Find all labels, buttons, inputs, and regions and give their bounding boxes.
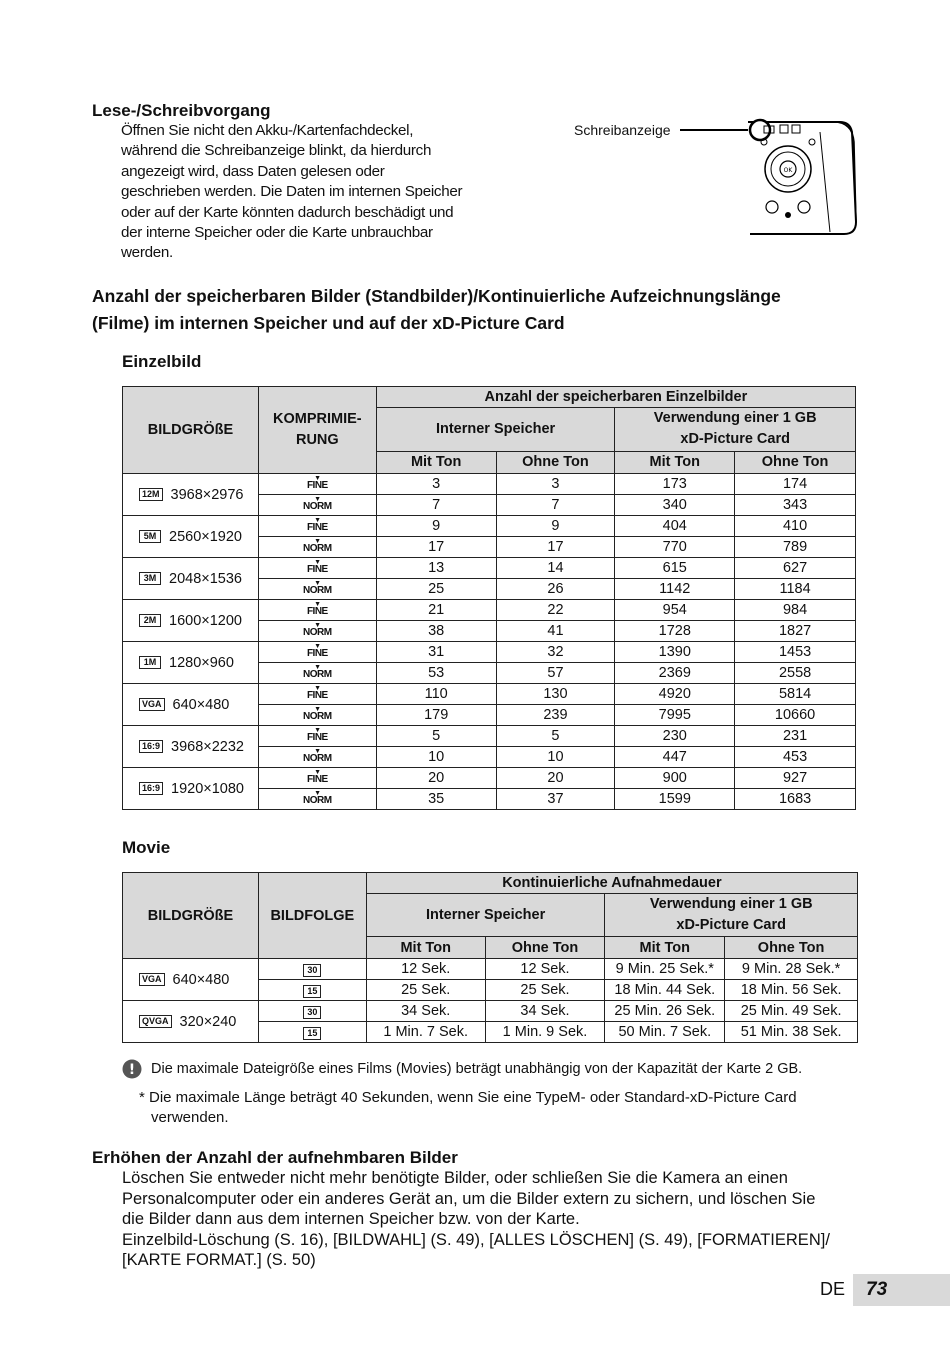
main-heading-line: (Filme) im internen Speicher und auf der xD-Picture Card bbox=[92, 313, 565, 333]
image-size-icon: 16:9 bbox=[139, 782, 163, 795]
text-line: Personalcomputer oder ein anderes Gerät an, um die Bilder extern zu sichern, und löschen Sie bbox=[122, 1189, 816, 1208]
compression-fine bbox=[258, 474, 376, 495]
value-cell: 984 bbox=[735, 600, 856, 621]
value-cell: 10 bbox=[376, 747, 496, 768]
compression-normal bbox=[258, 747, 376, 768]
table-row bbox=[123, 642, 856, 663]
value-cell: 37 bbox=[496, 789, 615, 810]
value-cell: 5 bbox=[376, 726, 496, 747]
value-cell: 53 bbox=[376, 663, 496, 684]
quality-icon: ▼ NORM bbox=[303, 664, 332, 680]
header-without-sound: Ohne Ton bbox=[485, 937, 605, 959]
size-cell bbox=[123, 684, 259, 726]
value-cell: 7 bbox=[496, 495, 615, 516]
value-cell: 453 bbox=[735, 747, 856, 768]
value-cell: 1683 bbox=[735, 789, 856, 810]
value-cell: 26 bbox=[496, 579, 615, 600]
value-cell: 340 bbox=[615, 495, 735, 516]
value-cell: 1599 bbox=[615, 789, 735, 810]
quality-icon: ▼ NORM bbox=[303, 790, 332, 806]
value-cell: 9 bbox=[376, 516, 496, 537]
frame-rate-icon: 30 bbox=[303, 1006, 321, 1019]
quality-icon: ▼ NORM bbox=[303, 706, 332, 722]
header-with-sound: Mit Ton bbox=[605, 937, 725, 959]
value-cell: 25 Min. 49 Sek. bbox=[725, 1001, 858, 1022]
value-cell: 17 bbox=[496, 537, 615, 558]
value-cell: 231 bbox=[735, 726, 856, 747]
footnote-line: verwenden. bbox=[151, 1109, 229, 1126]
value-cell: 9 bbox=[496, 516, 615, 537]
header-with-sound: Mit Ton bbox=[376, 451, 496, 473]
still-capacity-table bbox=[122, 386, 856, 810]
value-cell: 32 bbox=[496, 642, 615, 663]
header-duration: Kontinuierliche Aufnahmedauer bbox=[366, 873, 857, 894]
value-cell: 50 Min. 7 Sek. bbox=[605, 1022, 725, 1043]
value-cell: 110 bbox=[376, 684, 496, 705]
value-cell: 21 bbox=[376, 600, 496, 621]
header-card bbox=[615, 408, 856, 452]
value-cell: 770 bbox=[615, 537, 735, 558]
compression-fine bbox=[258, 600, 376, 621]
frame-rate-icon: 15 bbox=[303, 1027, 321, 1040]
table-row bbox=[123, 684, 856, 705]
value-cell: 343 bbox=[735, 495, 856, 516]
value-cell: 447 bbox=[615, 747, 735, 768]
value-cell: 12 Sek. bbox=[485, 959, 605, 980]
movie-section-title: Movie bbox=[122, 838, 171, 857]
value-cell: 57 bbox=[496, 663, 615, 684]
value-cell: 404 bbox=[615, 516, 735, 537]
warning-icon bbox=[122, 1059, 142, 1079]
quality-icon: ▼ FINE bbox=[306, 559, 328, 575]
value-cell: 17 bbox=[376, 537, 496, 558]
increase-paragraph bbox=[122, 1168, 830, 1271]
value-cell: 34 Sek. bbox=[485, 1001, 605, 1022]
value-cell: 5 bbox=[496, 726, 615, 747]
size-cell bbox=[123, 600, 259, 642]
header-card-line: xD-Picture Card bbox=[680, 431, 790, 448]
frame-rate-cell bbox=[258, 1001, 366, 1022]
table-row bbox=[123, 516, 856, 537]
image-size-icon: QVGA bbox=[139, 1015, 172, 1028]
text-line: angezeigt wird, dass Daten gelesen oder bbox=[121, 162, 385, 180]
header-internal: Interner Speicher bbox=[366, 894, 605, 937]
text-line: Einzelbild-Löschung (S. 16), [BILDWAHL] (S. 49), [ALLES LÖSCHEN] (S. 49), [FORMATIEREN]/ bbox=[122, 1230, 830, 1249]
compression-normal bbox=[258, 537, 376, 558]
value-cell: 25 bbox=[376, 579, 496, 600]
value-cell: 174 bbox=[735, 474, 856, 495]
value-cell: 1390 bbox=[615, 642, 735, 663]
size-value: 3968×2232 bbox=[171, 738, 244, 755]
table-row bbox=[123, 959, 858, 980]
size-cell bbox=[123, 474, 259, 516]
value-cell: 7 bbox=[376, 495, 496, 516]
size-value: 640×480 bbox=[172, 696, 230, 713]
movie-duration-table bbox=[122, 872, 858, 1043]
image-size-icon: 3M bbox=[139, 572, 161, 585]
table-row bbox=[123, 768, 856, 789]
table-row bbox=[123, 1001, 858, 1022]
compression-fine bbox=[258, 516, 376, 537]
size-cell bbox=[123, 726, 259, 768]
header-with-sound: Mit Ton bbox=[615, 451, 735, 473]
header-count: Anzahl der speicherbaren Einzelbilder bbox=[376, 387, 855, 408]
value-cell: 1453 bbox=[735, 642, 856, 663]
footnote-line: * Die maximale Länge beträgt 40 Sekunden, wenn Sie eine TypeM- oder Standard-xD-Picture Card bbox=[139, 1089, 797, 1106]
camera-back-illustration bbox=[680, 112, 860, 240]
value-cell: 3 bbox=[376, 474, 496, 495]
table-row bbox=[123, 726, 856, 747]
value-cell: 25 Sek. bbox=[485, 980, 605, 1001]
value-cell: 38 bbox=[376, 621, 496, 642]
image-size-icon: 16:9 bbox=[139, 740, 163, 753]
image-size-icon: 2M bbox=[139, 614, 161, 627]
quality-icon: ▼ FINE bbox=[306, 517, 328, 533]
image-size-icon: 1M bbox=[139, 656, 161, 669]
quality-icon: ▼ FINE bbox=[306, 769, 328, 785]
header-card-line: Verwendung einer 1 GB bbox=[649, 896, 813, 912]
quality-icon: ▼ FINE bbox=[306, 475, 328, 491]
size-cell bbox=[123, 516, 259, 558]
size-cell bbox=[123, 959, 259, 1001]
value-cell: 34 Sek. bbox=[366, 1001, 485, 1022]
text-line: während die Schreibanzeige blinkt, da hierdurch bbox=[121, 142, 432, 160]
compression-fine bbox=[258, 726, 376, 747]
header-size: BILDGRÖßE bbox=[123, 873, 259, 959]
size-value: 1920×1080 bbox=[171, 780, 244, 797]
value-cell: 239 bbox=[496, 705, 615, 726]
warning-note: Die maximale Dateigröße eines Films (Movies) beträgt unabhängig von der Kapazität der Karte 2 GB. bbox=[151, 1061, 803, 1077]
quality-icon: ▼ NORM bbox=[303, 580, 332, 596]
quality-icon: ▼ FINE bbox=[306, 643, 328, 659]
header-compression bbox=[258, 387, 376, 474]
compression-fine bbox=[258, 684, 376, 705]
header-card-line: xD-Picture Card bbox=[676, 917, 786, 933]
size-cell bbox=[123, 768, 259, 810]
value-cell: 35 bbox=[376, 789, 496, 810]
size-cell bbox=[123, 1001, 259, 1043]
compression-fine bbox=[258, 642, 376, 663]
value-cell: 31 bbox=[376, 642, 496, 663]
quality-icon: ▼ NORM bbox=[303, 496, 332, 512]
value-cell: 410 bbox=[735, 516, 856, 537]
text-line: werden. bbox=[121, 244, 173, 262]
image-size-icon: 12M bbox=[139, 488, 163, 501]
text-line: Öffnen Sie nicht den Akku-/Kartenfachdeckel, bbox=[121, 122, 414, 139]
write-indicator-label: Schreibanzeige bbox=[574, 122, 671, 138]
language-code: DE bbox=[820, 1279, 846, 1299]
value-cell: 9 Min. 25 Sek.* bbox=[605, 959, 725, 980]
header-compression-label: KOMPRIMIE-RUNG bbox=[273, 411, 362, 448]
value-cell: 1827 bbox=[735, 621, 856, 642]
value-cell: 9 Min. 28 Sek.* bbox=[725, 959, 858, 980]
header-internal: Interner Speicher bbox=[376, 408, 615, 452]
svg-text:OK: OK bbox=[783, 167, 793, 174]
value-cell: 2558 bbox=[735, 663, 856, 684]
compression-normal bbox=[258, 495, 376, 516]
value-cell: 1 Min. 7 Sek. bbox=[366, 1022, 485, 1043]
value-cell: 954 bbox=[615, 600, 735, 621]
text-line: Löschen Sie entweder nicht mehr benötigte Bilder, oder schließen Sie die Kamera an einen bbox=[122, 1169, 788, 1187]
compression-fine bbox=[258, 558, 376, 579]
value-cell: 179 bbox=[376, 705, 496, 726]
header-without-sound: Ohne Ton bbox=[496, 451, 615, 473]
value-cell: 10 bbox=[496, 747, 615, 768]
text-line: die Bilder dann aus dem internen Speicher bzw. von der Karte. bbox=[122, 1210, 580, 1228]
value-cell: 173 bbox=[615, 474, 735, 495]
quality-icon: ▼ NORM bbox=[303, 622, 332, 638]
value-cell: 18 Min. 44 Sek. bbox=[605, 980, 725, 1001]
compression-fine bbox=[258, 768, 376, 789]
text-line: [KARTE FORMAT.] (S. 50) bbox=[122, 1251, 316, 1269]
value-cell: 2369 bbox=[615, 663, 735, 684]
read-write-paragraph bbox=[121, 121, 471, 264]
value-cell: 18 Min. 56 Sek. bbox=[725, 980, 858, 1001]
quality-icon: ▼ NORM bbox=[303, 538, 332, 554]
value-cell: 1184 bbox=[735, 579, 856, 600]
compression-normal bbox=[258, 579, 376, 600]
compression-normal bbox=[258, 663, 376, 684]
frame-rate-icon: 15 bbox=[303, 985, 321, 998]
value-cell: 10660 bbox=[735, 705, 856, 726]
value-cell: 22 bbox=[496, 600, 615, 621]
frame-rate-cell bbox=[258, 959, 366, 980]
size-value: 640×480 bbox=[172, 971, 230, 988]
value-cell: 789 bbox=[735, 537, 856, 558]
value-cell: 14 bbox=[496, 558, 615, 579]
value-cell: 5814 bbox=[735, 684, 856, 705]
compression-normal bbox=[258, 705, 376, 726]
header-without-sound: Ohne Ton bbox=[735, 451, 856, 473]
table-row bbox=[123, 600, 856, 621]
image-size-icon: 5M bbox=[139, 530, 161, 543]
still-section-title: Einzelbild bbox=[122, 352, 202, 371]
quality-icon: ▼ FINE bbox=[306, 601, 328, 617]
quality-icon: ▼ FINE bbox=[306, 727, 328, 743]
size-cell bbox=[123, 558, 259, 600]
image-size-icon: VGA bbox=[139, 973, 165, 986]
section-heading-increase: Erhöhen der Anzahl der aufnehmbaren Bilder bbox=[92, 1148, 458, 1167]
size-value: 3968×2976 bbox=[170, 486, 244, 503]
header-frame-rate: BILDFOLGE bbox=[258, 873, 366, 959]
value-cell: 1 Min. 9 Sek. bbox=[485, 1022, 605, 1043]
value-cell: 25 Min. 26 Sek. bbox=[605, 1001, 725, 1022]
value-cell: 627 bbox=[735, 558, 856, 579]
value-cell: 20 bbox=[496, 768, 615, 789]
image-size-icon: VGA bbox=[139, 698, 165, 711]
size-cell bbox=[123, 642, 259, 684]
main-heading bbox=[92, 283, 781, 337]
compression-normal bbox=[258, 621, 376, 642]
quality-icon: ▼ NORM bbox=[303, 748, 332, 764]
value-cell: 12 Sek. bbox=[366, 959, 485, 980]
value-cell: 1142 bbox=[615, 579, 735, 600]
header-with-sound: Mit Ton bbox=[366, 937, 485, 959]
value-cell: 51 Min. 38 Sek. bbox=[725, 1022, 858, 1043]
header-size: BILDGRÖßE bbox=[123, 387, 259, 474]
value-cell: 41 bbox=[496, 621, 615, 642]
footnote bbox=[139, 1088, 797, 1128]
text-line: der interne Speicher oder die Karte unbrauchbar bbox=[121, 224, 433, 242]
value-cell: 1728 bbox=[615, 621, 735, 642]
header-card-line: Verwendung einer 1 GB bbox=[653, 410, 817, 427]
value-cell: 615 bbox=[615, 558, 735, 579]
frame-rate-cell bbox=[258, 1022, 366, 1043]
value-cell: 900 bbox=[615, 768, 735, 789]
header-card bbox=[605, 894, 858, 937]
value-cell: 13 bbox=[376, 558, 496, 579]
svg-text:!: ! bbox=[128, 1062, 136, 1078]
table-row bbox=[123, 474, 856, 495]
value-cell: 130 bbox=[496, 684, 615, 705]
table-row bbox=[123, 558, 856, 579]
value-cell: 25 Sek. bbox=[366, 980, 485, 1001]
text-line: oder auf der Karte könnten dadurch beschädigt und bbox=[121, 203, 454, 221]
compression-normal bbox=[258, 789, 376, 810]
text-line: geschrieben werden. Die Daten im internen Speicher bbox=[121, 183, 463, 201]
page-number: 73 bbox=[866, 1279, 888, 1300]
size-value: 2048×1536 bbox=[169, 570, 242, 587]
value-cell: 4920 bbox=[615, 684, 735, 705]
header-without-sound: Ohne Ton bbox=[725, 937, 858, 959]
section-heading-read-write: Lese-/Schreibvorgang bbox=[92, 101, 271, 120]
value-cell: 3 bbox=[496, 474, 615, 495]
value-cell: 7995 bbox=[615, 705, 735, 726]
value-cell: 230 bbox=[615, 726, 735, 747]
value-cell: 927 bbox=[735, 768, 856, 789]
quality-icon: ▼ FINE bbox=[306, 685, 328, 701]
size-value: 1280×960 bbox=[169, 654, 234, 671]
size-value: 2560×1920 bbox=[169, 528, 242, 545]
size-value: 320×240 bbox=[179, 1013, 237, 1030]
size-value: 1600×1200 bbox=[169, 612, 242, 629]
frame-rate-cell bbox=[258, 980, 366, 1001]
frame-rate-icon: 30 bbox=[303, 964, 321, 977]
main-heading-line: Anzahl der speicherbaren Bilder (Standbilder)/Kontinuierliche Aufzeichnungslänge bbox=[92, 286, 781, 306]
value-cell: 20 bbox=[376, 768, 496, 789]
